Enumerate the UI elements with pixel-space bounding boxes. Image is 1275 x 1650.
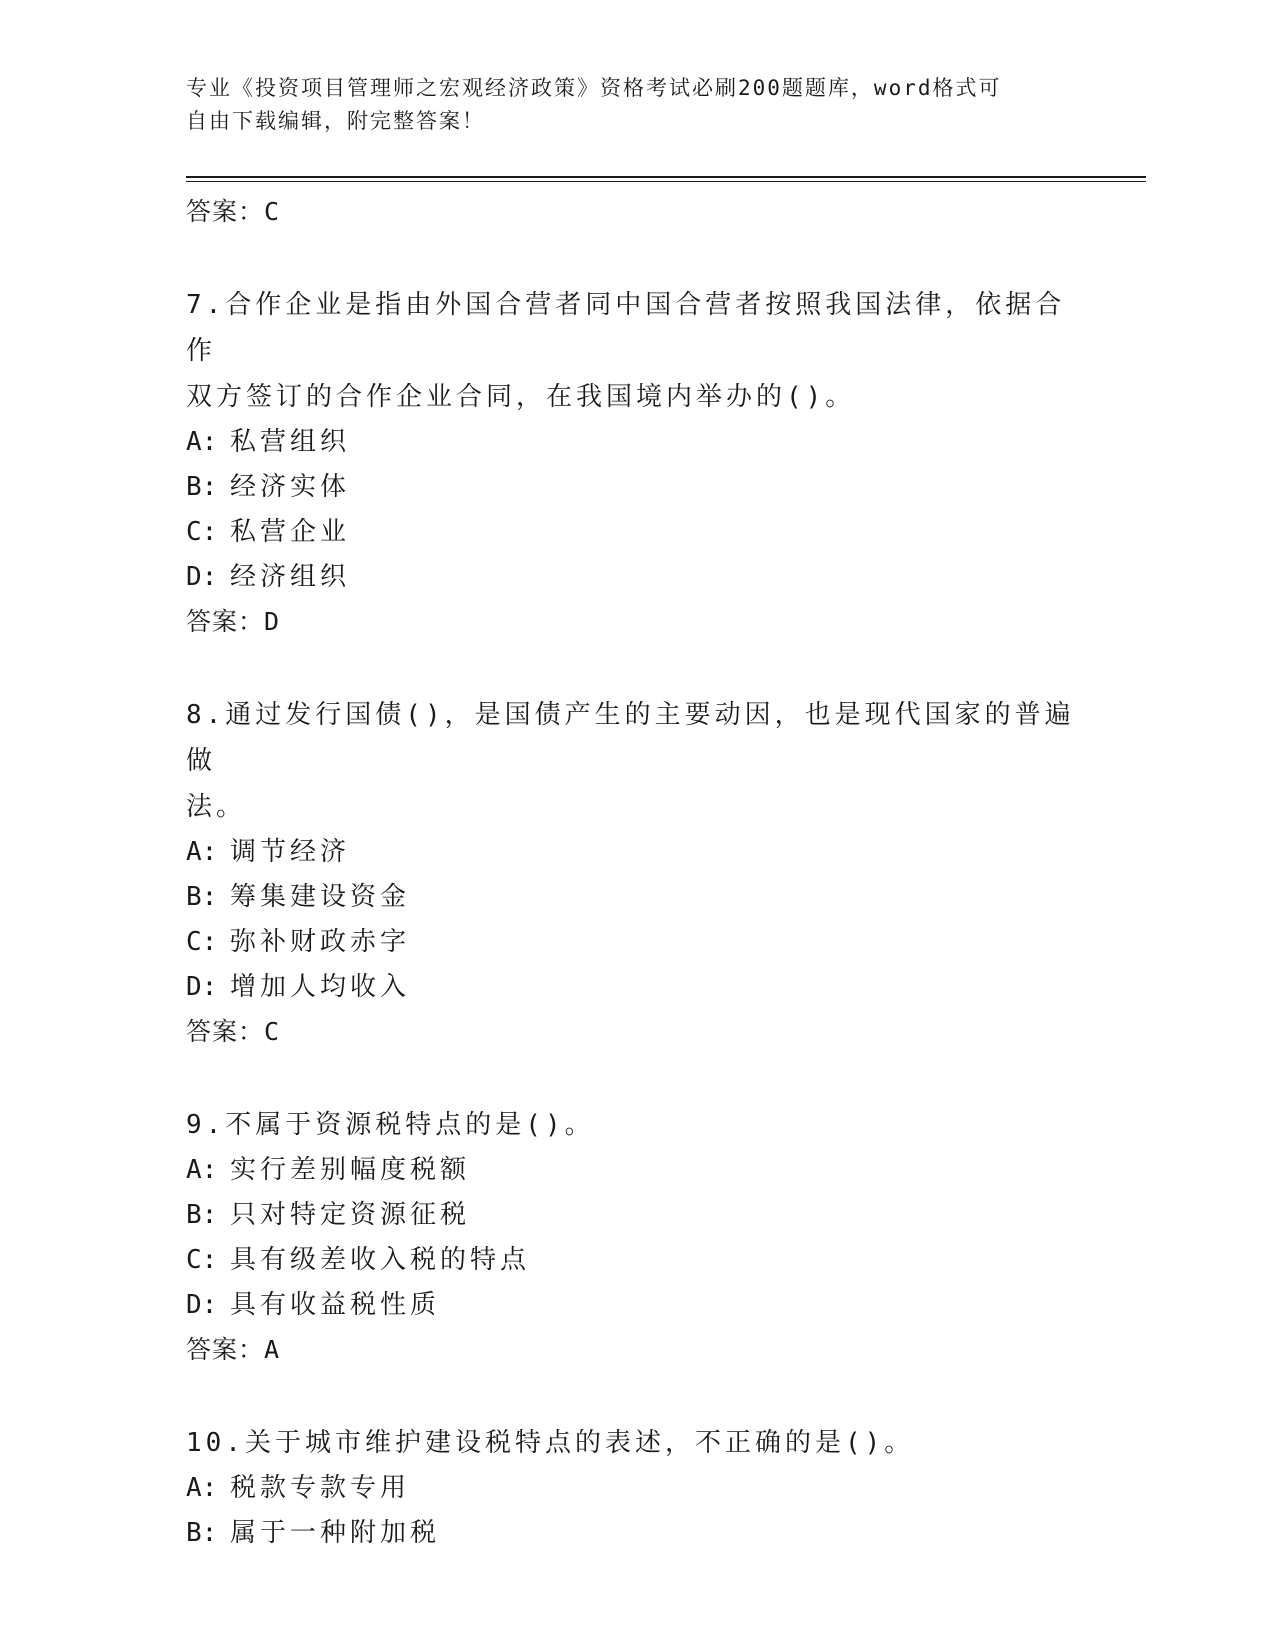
option-letter: C: xyxy=(186,517,218,547)
question-9 xyxy=(186,1102,1086,1372)
option-b xyxy=(186,875,1086,920)
header-divider-thick xyxy=(186,176,1146,178)
option-text: 税款专款专用 xyxy=(230,1473,411,1503)
option-d xyxy=(186,965,1086,1010)
option-letter: D: xyxy=(186,1290,218,1320)
answer-label: 答案： xyxy=(186,607,265,636)
option-text: 只对特定资源征税 xyxy=(230,1200,471,1230)
answer-value: C xyxy=(264,1017,281,1046)
option-letter: D: xyxy=(186,972,218,1002)
option-text: 具有收益税性质 xyxy=(230,1290,441,1320)
question-answer xyxy=(186,1328,1086,1372)
question-stem xyxy=(186,1102,1086,1148)
option-text: 私营组织 xyxy=(230,427,351,457)
header-line-1: 专业《投资项目管理师之宏观经济政策》资格考试必刷200题题库，word格式可 xyxy=(186,76,1002,100)
answer-label: 答案： xyxy=(186,197,265,226)
option-text: 具有级差收入税的特点 xyxy=(230,1245,531,1275)
option-d xyxy=(186,1283,1086,1328)
option-letter: A: xyxy=(186,1155,218,1185)
option-c xyxy=(186,920,1086,965)
stem-line: 7.合作企业是指由外国合营者同中国合营者按照我国法律，依据合作 xyxy=(186,290,1066,366)
question-8 xyxy=(186,692,1086,1054)
stem-line: 法。 xyxy=(186,792,247,822)
option-text: 经济实体 xyxy=(230,472,351,502)
option-a xyxy=(186,420,1086,465)
option-text: 调节经济 xyxy=(230,837,351,867)
question-stem xyxy=(186,282,1086,420)
question-7 xyxy=(186,282,1086,644)
previous-answer xyxy=(186,190,1086,234)
question-answer xyxy=(186,600,1086,644)
question-stem xyxy=(186,1420,1086,1466)
answer-label: 答案： xyxy=(186,1017,265,1046)
option-letter: B: xyxy=(186,1200,218,1230)
stem-line: 双方签订的合作企业合同，在我国境内举办的()。 xyxy=(186,382,856,412)
question-answer xyxy=(186,1010,1086,1054)
question-stem xyxy=(186,692,1086,830)
option-a xyxy=(186,1148,1086,1193)
option-text: 经济组织 xyxy=(230,562,351,592)
option-text: 属于一种附加税 xyxy=(230,1518,441,1548)
document-header xyxy=(186,72,1066,138)
option-b xyxy=(186,465,1086,510)
option-a xyxy=(186,1466,1086,1511)
option-letter: B: xyxy=(186,882,218,912)
stem-line: 9.不属于资源税特点的是()。 xyxy=(186,1110,595,1140)
answer-value: A xyxy=(264,1335,281,1364)
option-c xyxy=(186,1238,1086,1283)
option-c xyxy=(186,510,1086,555)
option-d xyxy=(186,555,1086,600)
answer-value: D xyxy=(264,607,281,636)
option-letter: C: xyxy=(186,927,218,957)
option-a xyxy=(186,830,1086,875)
option-letter: B: xyxy=(186,472,218,502)
option-letter: B: xyxy=(186,1518,218,1548)
option-letter: A: xyxy=(186,1473,218,1503)
question-list xyxy=(186,190,1086,1556)
answer-label: 答案： xyxy=(186,1335,265,1364)
stem-line: 10.关于城市维护建设税特点的表述，不正确的是()。 xyxy=(186,1428,915,1458)
option-text: 弥补财政赤字 xyxy=(230,927,411,957)
option-letter: C: xyxy=(186,1245,218,1275)
header-divider-thin xyxy=(186,181,1146,182)
option-letter: D: xyxy=(186,562,218,592)
option-b xyxy=(186,1193,1086,1238)
option-text: 筹集建设资金 xyxy=(230,882,411,912)
option-letter: A: xyxy=(186,427,218,457)
option-letter: A: xyxy=(186,837,218,867)
header-line-2: 自由下载编辑，附完整答案！ xyxy=(186,109,485,133)
answer-value: C xyxy=(264,197,281,226)
option-b xyxy=(186,1511,1086,1556)
stem-line: 8.通过发行国债()，是国债产生的主要动因，也是现代国家的普遍做 xyxy=(186,700,1075,776)
option-text: 实行差别幅度税额 xyxy=(230,1155,471,1185)
question-10 xyxy=(186,1420,1086,1556)
option-text: 私营企业 xyxy=(230,517,351,547)
option-text: 增加人均收入 xyxy=(230,972,411,1002)
